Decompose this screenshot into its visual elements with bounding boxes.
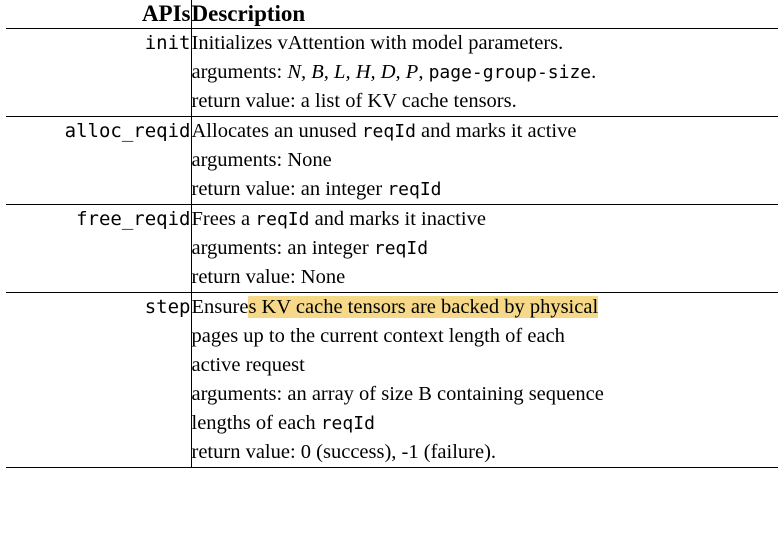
free-line1-post: and marks it inactive [309, 208, 486, 230]
free-desc-line-3: return value: None [191, 266, 346, 288]
header-description: Description [191, 0, 778, 29]
free-line2-pre: arguments: an integer [191, 237, 374, 259]
api-description-alloc-reqid [191, 117, 778, 205]
step-desc-line-5 [192, 409, 779, 438]
step-desc-line-3: active request [191, 354, 305, 376]
api-name-init: init [6, 29, 191, 117]
alloc-desc-line-1 [192, 117, 779, 146]
init-desc-line-1: Initializes vAttention with model parameters. [191, 32, 564, 54]
alloc-desc-line-2: arguments: None [191, 149, 332, 171]
free-line2-reqid: reqId [373, 238, 429, 259]
api-description-step [191, 293, 778, 468]
api-table [6, 0, 778, 468]
table-row-alloc-reqid [6, 117, 778, 205]
table-header [6, 0, 778, 29]
alloc-line3-pre: return value: an integer [191, 178, 388, 200]
free-line1-reqid: reqId [255, 209, 310, 230]
free-line1-pre: Frees a [191, 208, 256, 230]
init-args-params: N, B, L, H, D, P [287, 61, 419, 83]
api-description-init [191, 29, 778, 117]
init-args-period: . [591, 61, 597, 83]
init-args-page-group-size: page-group-size [428, 62, 592, 83]
table-row-init [6, 29, 778, 117]
alloc-line1-reqid: reqId [361, 121, 416, 142]
table-row-free-reqid [6, 205, 778, 293]
alloc-desc-line-3 [192, 175, 779, 204]
api-name-step: step [6, 293, 191, 468]
table-row-step [6, 293, 778, 468]
step-line1-highlight: s KV cache tensors are backed by physical [248, 296, 599, 318]
step-line5-pre: lengths of each [191, 412, 321, 434]
alloc-line3-reqid: reqId [387, 179, 442, 200]
free-desc-line-2 [192, 234, 779, 263]
init-desc-line-3: return value: a list of KV cache tensors. [191, 90, 517, 112]
step-line1-plain: Ensure [191, 296, 249, 318]
header-row [6, 0, 778, 29]
step-line5-reqid: reqId [320, 413, 375, 434]
step-desc-line-1 [192, 293, 779, 322]
table-body [6, 29, 778, 468]
header-apis: APIs [141, 1, 191, 26]
alloc-line1-post: and marks it active [415, 120, 577, 142]
step-desc-line-4: arguments: an array of size B containing sequence [191, 383, 604, 405]
step-desc-line-6: return value: 0 (success), -1 (failure). [191, 441, 497, 463]
init-args-sep: , [418, 61, 429, 83]
alloc-line1-pre: Allocates an unused [191, 120, 362, 142]
api-name-alloc-reqid: alloc_reqid [6, 117, 191, 205]
free-desc-line-1 [192, 205, 779, 234]
step-desc-line-2: pages up to the current context length of each [191, 325, 565, 347]
api-name-free-reqid: free_reqid [6, 205, 191, 293]
init-args-label: arguments: [191, 61, 288, 83]
init-desc-line-2 [192, 58, 779, 87]
api-description-free-reqid [191, 205, 778, 293]
